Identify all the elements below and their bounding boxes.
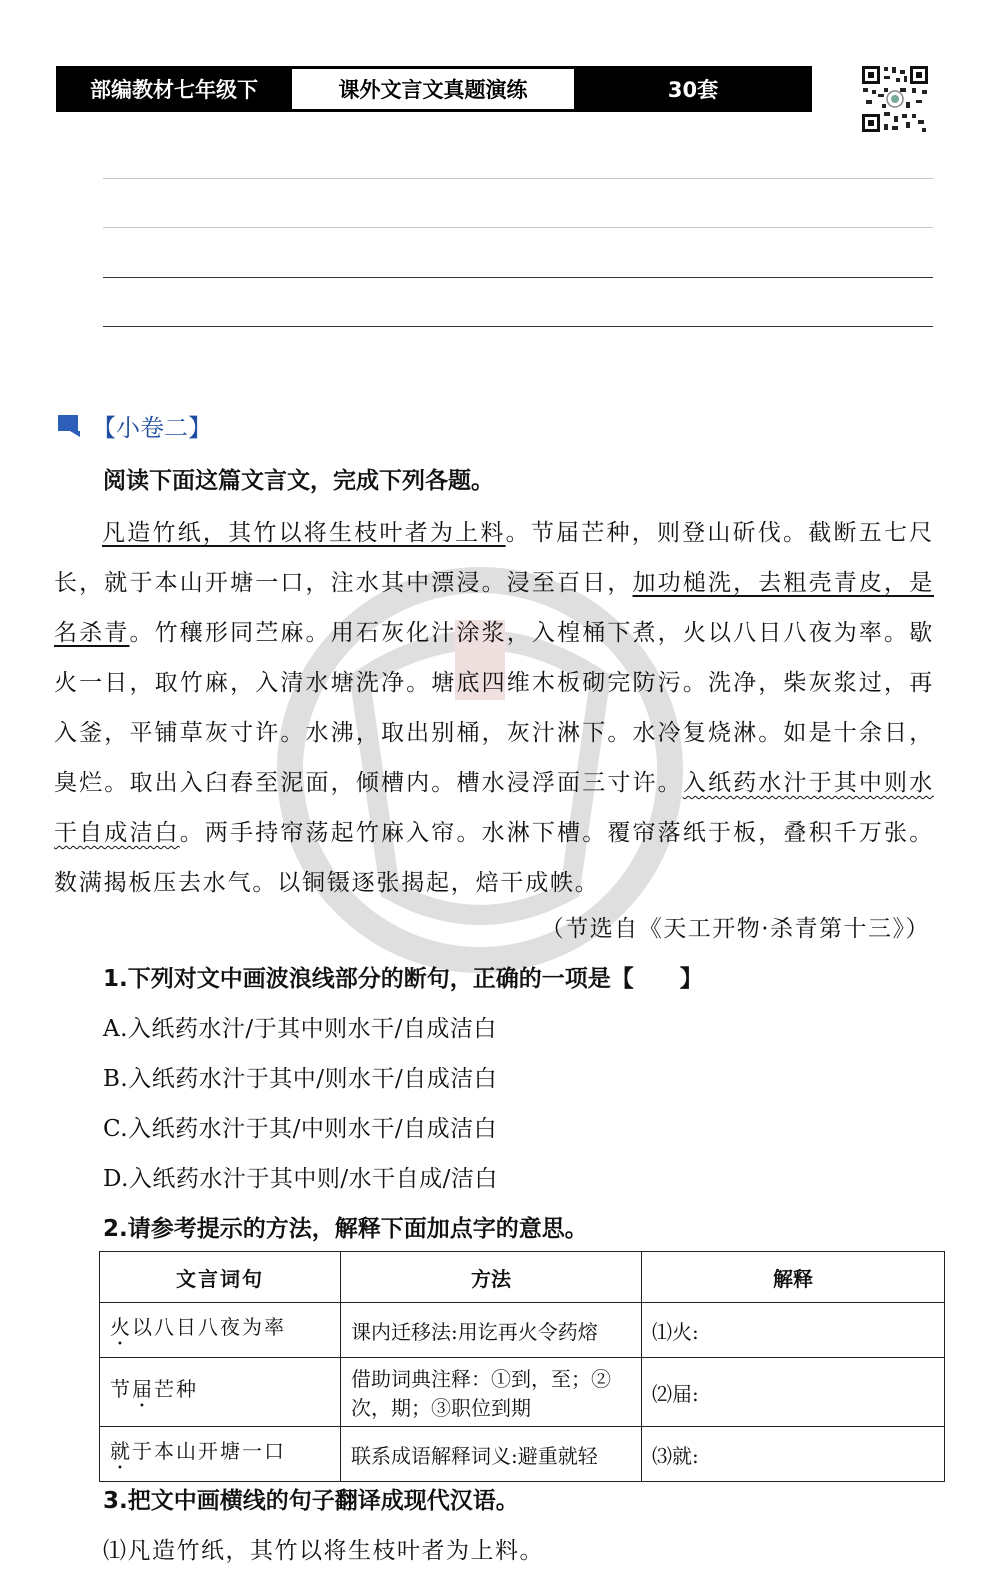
option-b[interactable]: B.入纸药水汁于其中/则水干/自成洁白 [103, 1066, 498, 1092]
word-explanation-table [99, 1251, 945, 1482]
method-cell: 联系成语解释词义:避重就轻 [341, 1427, 642, 1482]
reading-instruction: 阅读下面这篇文言文，完成下列各题。 [103, 468, 494, 494]
table-row [100, 1427, 945, 1482]
phrase-cell [100, 1303, 341, 1358]
answer-cell[interactable]: ⑴火: [642, 1303, 945, 1358]
answer-line [103, 178, 933, 179]
question-3-stem: 3.把文中画横线的句子翻译成现代汉语。 [103, 1488, 519, 1514]
phrase-text: 于本山开塘一口 [132, 1438, 286, 1463]
classical-passage [54, 508, 934, 908]
column-header: 文言词句 [100, 1252, 341, 1303]
question-1-stem: 1.下列对文中画波浪线部分的断句，正确的一项是【 】 [103, 966, 703, 992]
table-row [100, 1358, 945, 1427]
passage-text: 。两手持帘荡起竹麻入帘。水淋下槽。覆帘落纸于板，叠积千万张。数满揭板压去水气。以铜镊逐张揭起，焙干成帙。 [54, 820, 935, 896]
method-cell: 课内迁移法:用讫再火令药熔 [341, 1303, 642, 1358]
section-title-text: 【小卷二】 [92, 414, 212, 442]
dotted-character: 就 [110, 1438, 132, 1463]
header-set-count: 30套 [667, 78, 719, 102]
option-a[interactable]: A.入纸药水汁/于其中则水干/自成洁白 [103, 1016, 497, 1042]
underlined-sentence-1: 凡造竹纸，其竹以将生枝叶者为上料 [102, 520, 506, 546]
question-2-stem: 2.请参考提示的方法，解释下面加点字的意思。 [103, 1216, 588, 1242]
header-title: 课外文言文真题演练 [292, 69, 574, 109]
method-cell: 借助词典注释：①到，至；②次，期；③职位到期 [341, 1358, 642, 1427]
table-header-row [100, 1252, 945, 1303]
phrase-cell [100, 1358, 341, 1427]
answer-line [103, 326, 933, 327]
phrase-text: 芒种 [154, 1376, 198, 1401]
phrase-cell [100, 1427, 341, 1482]
passage-source: （节选自《天工开物·杀青第十三》） [540, 916, 930, 942]
phrase-text: 以八日八夜为率 [132, 1314, 286, 1339]
question-3-sub-1: ⑴凡造竹纸，其竹以将生枝叶者为上料。 [103, 1538, 544, 1564]
underlined-sentence-2: 加功槌洗，去粗壳青皮，是名杀青 [54, 570, 934, 646]
answer-line [103, 227, 933, 228]
table-row [100, 1303, 945, 1358]
dotted-character: 火 [110, 1314, 132, 1339]
qr-code-icon [860, 64, 930, 134]
header-grade: 部编教材七年级下 [90, 78, 258, 102]
section-title [56, 408, 212, 443]
header-bar [56, 66, 812, 112]
option-d[interactable]: D.入纸药水汁于其中则/水干自成/洁白 [103, 1166, 498, 1192]
dotted-character: 届 [132, 1376, 154, 1401]
answer-line [103, 277, 933, 278]
passage-text: 。竹穰形同苎麻。用石灰化汁涂浆，入楻桶下煮，火以八日八夜为率。歇火一日，取竹麻，入清水塘洗净。塘底四维木板砌完防污。洗净，柴灰浆过，再入釜，平铺草灰寸许。水沸，取出别桶，灰汁淋下。水冷复烧淋。如是十余日，臭烂。取出入臼舂至泥面，倾槽内。槽水浸浮面三寸许。 [54, 620, 934, 796]
phrase-text: 节 [110, 1376, 132, 1401]
option-c[interactable]: C.入纸药水汁于其/中则水干/自成洁白 [103, 1116, 498, 1142]
answer-cell[interactable]: ⑶就: [642, 1427, 945, 1482]
passage-text: 。节届芒种，则登山斫伐。截断五七尺长，就于本山开塘一口，注水其中漂浸。浸至百日， [54, 520, 934, 596]
column-header: 解释 [642, 1252, 945, 1303]
bookmark-icon [56, 413, 84, 439]
column-header: 方法 [341, 1252, 642, 1303]
wavy-underlined-sentence: 入纸药水汁于其中则水干自成洁白 [54, 770, 935, 846]
answer-cell[interactable]: ⑵届: [642, 1358, 945, 1427]
